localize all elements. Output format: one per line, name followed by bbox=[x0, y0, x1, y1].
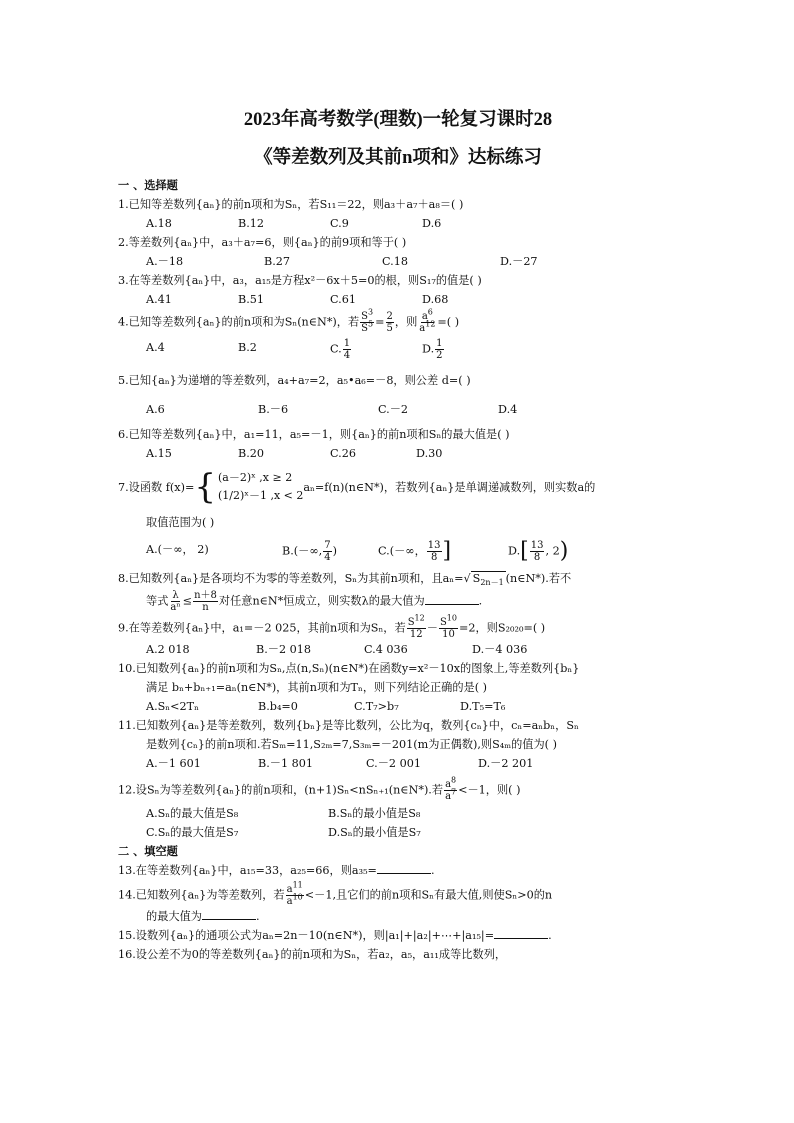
option-1d: D.6 bbox=[422, 217, 442, 230]
option-7d: D.[ $\frac{13}{8}$ , 2) bbox=[508, 538, 569, 564]
answer-blank-8[interactable] bbox=[425, 592, 479, 605]
option-2b: B.27 bbox=[264, 255, 291, 268]
options-2 bbox=[118, 252, 678, 271]
option-6a: A.15 bbox=[146, 447, 172, 460]
question-16: 16.设公差不为0的等差数列{aₙ}的前n项和为Sₙ，若a₂，a₅，a₁₁成等比数列， bbox=[118, 948, 507, 961]
option-1a: A.18 bbox=[146, 217, 172, 230]
question-4: 4.已知等差数列{aₙ}的前n项和为Sₙ(n∈N*)，若 $\frac{S^3}{S^5}$ = $\frac{2}{5}$ ，则 $\frac{a^6}{a^{12}}$ =( ) bbox=[118, 307, 460, 334]
option-12c: C.Sₙ的最大值是S₇ bbox=[146, 826, 239, 839]
question-7-line-2: 取值范围为( ) bbox=[146, 516, 215, 529]
option-11b: B.－1 801 bbox=[258, 757, 313, 770]
answer-blank-13[interactable] bbox=[377, 861, 431, 874]
answer-blank-14[interactable] bbox=[202, 907, 256, 920]
option-11a: A.－1 601 bbox=[146, 757, 201, 770]
options-5 bbox=[118, 400, 678, 419]
option-12b: B.Sₙ的最小值是S₈ bbox=[328, 807, 421, 820]
option-7b: B.(－∞, $\frac{7}{4}$ ) bbox=[282, 540, 337, 563]
question-12: 12.设Sₙ为等差数列{aₙ}的前n项和，(n+1)Sₙ<nSₙ₊₁(n∈N*).若 $\frac{a^8}{a^7}$ <－1，则( ) bbox=[118, 775, 521, 802]
question-8-line-2: 等式 $\frac{\lambda}{\text{aⁿ}}$ ≤ $\frac{n+8}{n}$ 对任意n∈N*恒成立，则实数λ的最大值为 . bbox=[146, 590, 483, 613]
option-4b: B.2 bbox=[238, 341, 257, 354]
option-3b: B.51 bbox=[238, 293, 265, 306]
question-6: 6.已知等差数列{aₙ}中，a₁=11，a₅=－1，则{aₙ}的前n项和Sₙ的最大值是( ) bbox=[118, 428, 510, 441]
options-1 bbox=[118, 214, 678, 233]
option-2a: A.－18 bbox=[146, 255, 184, 268]
option-6d: D.30 bbox=[416, 447, 443, 460]
options-9 bbox=[118, 640, 678, 659]
options-7 bbox=[118, 540, 678, 563]
question-14-line-2: 的最大值为 . bbox=[118, 907, 678, 926]
question-7 bbox=[118, 469, 678, 505]
question-8: 8.已知数列{aₙ}是各项均不为零的等差数列，Sₙ为其前n项和，且aₙ=√ $S_{2n-1}$ (n∈N*).若不 bbox=[118, 572, 572, 588]
options-10 bbox=[118, 697, 678, 716]
question-10-line-2: 满足 bₙ+bₙ₊₁=aₙ(n∈N*)，其前n项和为Tₙ，则下列结论正确的是( ) bbox=[146, 681, 487, 694]
option-12a: A.Sₙ的最大值是S₈ bbox=[146, 807, 239, 820]
option-9c: C.4 036 bbox=[364, 643, 408, 656]
answer-blank-15[interactable] bbox=[494, 926, 548, 939]
option-4c: C. $\frac{1}{4}$ bbox=[330, 338, 351, 361]
sqrt-expression: √ $S_{2n-1}$ bbox=[463, 572, 504, 588]
options-12-row-2 bbox=[118, 823, 678, 842]
question-2: 2.等差数列{aₙ}中，a₃＋a₇=6，则{aₙ}的前9项和等于( ) bbox=[118, 236, 407, 249]
question-11-line-2: 是数列{cₙ}的前n项和.若Sₘ=11,S₂ₘ=7,S₃ₘ=－201(m为正偶数),则S₄ₘ的值为( ) bbox=[146, 738, 557, 751]
piecewise-function: { (a－2)ˣ ,x ≥ 2 (1/2)ˣ－1 ,x < 2 bbox=[194, 467, 304, 507]
option-3a: A.41 bbox=[146, 293, 172, 306]
option-10a: A.Sₙ<2Tₙ bbox=[146, 700, 199, 713]
option-9a: A.2 018 bbox=[146, 643, 190, 656]
question-13: 13.在等差数列{aₙ}中，a₁₅=33，a₂₅=66，则a₃₅= . bbox=[118, 861, 678, 880]
options-4 bbox=[118, 338, 678, 361]
fraction-a11-a10: $\frac{a^{11}}{a^{10}}$ bbox=[286, 880, 303, 907]
case-1: (a－2)ˣ ,x ≥ 2 bbox=[218, 471, 293, 484]
option-3c: C.61 bbox=[330, 293, 356, 306]
section-heading-fill: 二 、填空题 bbox=[118, 844, 178, 858]
option-4a: A.4 bbox=[146, 341, 165, 354]
option-7c: C.(－∞， $\frac{13}{8}$ ] bbox=[378, 538, 452, 564]
question-4-mid: ，则 bbox=[394, 315, 418, 329]
question-1: 1.已知等差数列{aₙ}的前n项和为Sₙ，若S₁₁＝22，则a₃＋a₇＋a₈＝( ) bbox=[118, 198, 464, 211]
fraction-lambda-an: $\frac{\lambda}{\text{aⁿ}}$ bbox=[170, 590, 181, 613]
option-1b: B.12 bbox=[238, 217, 265, 230]
fraction-s10-10: $\frac{S^{10}}{10}$ bbox=[439, 613, 457, 640]
title-line-2: 《等差数列及其前n项和》达标练习 bbox=[254, 148, 542, 168]
question-7-text: 7.设函数 f(x)= bbox=[118, 480, 195, 494]
option-1c: C.9 bbox=[330, 217, 349, 230]
question-9: 9.在等差数列{aₙ}中，a₁=－2 025，其前n项和为Sₙ，若 $\frac{S^{12}}{12}$ － $\frac{S^{10}}{10}$ =2，则S₂₀₂₀=( ) bbox=[118, 613, 546, 640]
option-7a: A.(－∞， 2) bbox=[146, 543, 209, 556]
option-6b: B.20 bbox=[238, 447, 265, 460]
option-6c: C.26 bbox=[330, 447, 356, 460]
case-2: (1/2)ˣ－1 ,x < 2 bbox=[218, 489, 304, 502]
fraction-2-5: $\frac{2}{5}$ bbox=[386, 311, 393, 334]
option-2d: D.－27 bbox=[500, 255, 538, 268]
option-5d: D.4 bbox=[498, 403, 518, 416]
question-4-tail: =( ) bbox=[437, 315, 460, 329]
question-11: 11.已知数列{aₙ}是等差数列，数列{bₙ}是等比数列，公比为q，数列{cₙ}中，cₙ=aₙbₙ，Sₙ bbox=[118, 719, 579, 732]
option-4d: D. $\frac{1}{2}$ bbox=[422, 338, 443, 361]
fraction-a6-a12: $\frac{a^6}{a^{12}}$ bbox=[419, 307, 436, 334]
question-14: 14.已知数列{aₙ}为等差数列，若 $\frac{a^{11}}{a^{10}}$ <－1,且它们的前n项和Sₙ有最大值,则使Sₙ>0的n bbox=[118, 880, 553, 907]
worksheet bbox=[118, 100, 678, 964]
question-5: 5.已知{aₙ}为递增的等差数列，a₄+a₇=2，a₅•a₆=－8，则公差 d=( ) bbox=[118, 374, 471, 387]
option-5c: C.－2 bbox=[378, 403, 409, 416]
fraction-a8-a7: $\frac{a^8}{a^7}$ bbox=[445, 775, 457, 802]
question-4-text: 4.已知等差数列{aₙ}的前n项和为Sₙ(n∈N*)，若 bbox=[118, 315, 360, 329]
option-11d: D.－2 201 bbox=[478, 757, 534, 770]
options-11 bbox=[118, 754, 678, 773]
option-9d: D.－4 036 bbox=[472, 643, 528, 656]
option-10d: D.T₅=T₆ bbox=[460, 700, 506, 713]
option-12d: D.Sₙ的最小值是S₇ bbox=[328, 826, 421, 839]
options-12-row-1 bbox=[118, 804, 678, 823]
fraction-s12-12: $\frac{S^{12}}{12}$ bbox=[407, 613, 425, 640]
option-11c: C.－2 001 bbox=[366, 757, 421, 770]
options-3 bbox=[118, 290, 678, 309]
title-line-1: 2023年高考数学(理数)一轮复习课时28 bbox=[243, 110, 553, 130]
option-5a: A.6 bbox=[146, 403, 165, 416]
option-9b: B.－2 018 bbox=[256, 643, 311, 656]
option-10b: B.b₄=0 bbox=[258, 700, 298, 713]
question-3: 3.在等差数列{aₙ}中，a₃，a₁₅是方程x²－6x＋5=0的根，则S₁₇的值是( ) bbox=[118, 274, 482, 287]
option-5b: B.－6 bbox=[258, 403, 289, 416]
question-15: 15.设数列{aₙ}的通项公式为aₙ=2n－10(n∈N*)，则|a₁|+|a₂|+⋯+|a₁₅|= . bbox=[118, 926, 678, 945]
question-10: 10.已知数列{aₙ}的前n项和为Sₙ,点(n,Sₙ)(n∈N*)在函数y=x²－10x的图象上,等差数列{bₙ} bbox=[118, 662, 580, 675]
option-3d: D.68 bbox=[422, 293, 449, 306]
section-heading-choice: 一 、选择题 bbox=[118, 178, 178, 192]
option-10c: C.T₇>b₇ bbox=[354, 700, 399, 713]
fraction-s3-s5: $\frac{S^3}{S^5}$ bbox=[361, 307, 374, 334]
fraction-n8-n: $\frac{n+8}{n}$ bbox=[194, 590, 217, 613]
options-6 bbox=[118, 444, 678, 463]
option-2c: C.18 bbox=[382, 255, 408, 268]
question-7-condition: aₙ=f(n)(n∈N*)，若数列{aₙ}是单调递减数列，则实数a的 bbox=[303, 480, 596, 494]
